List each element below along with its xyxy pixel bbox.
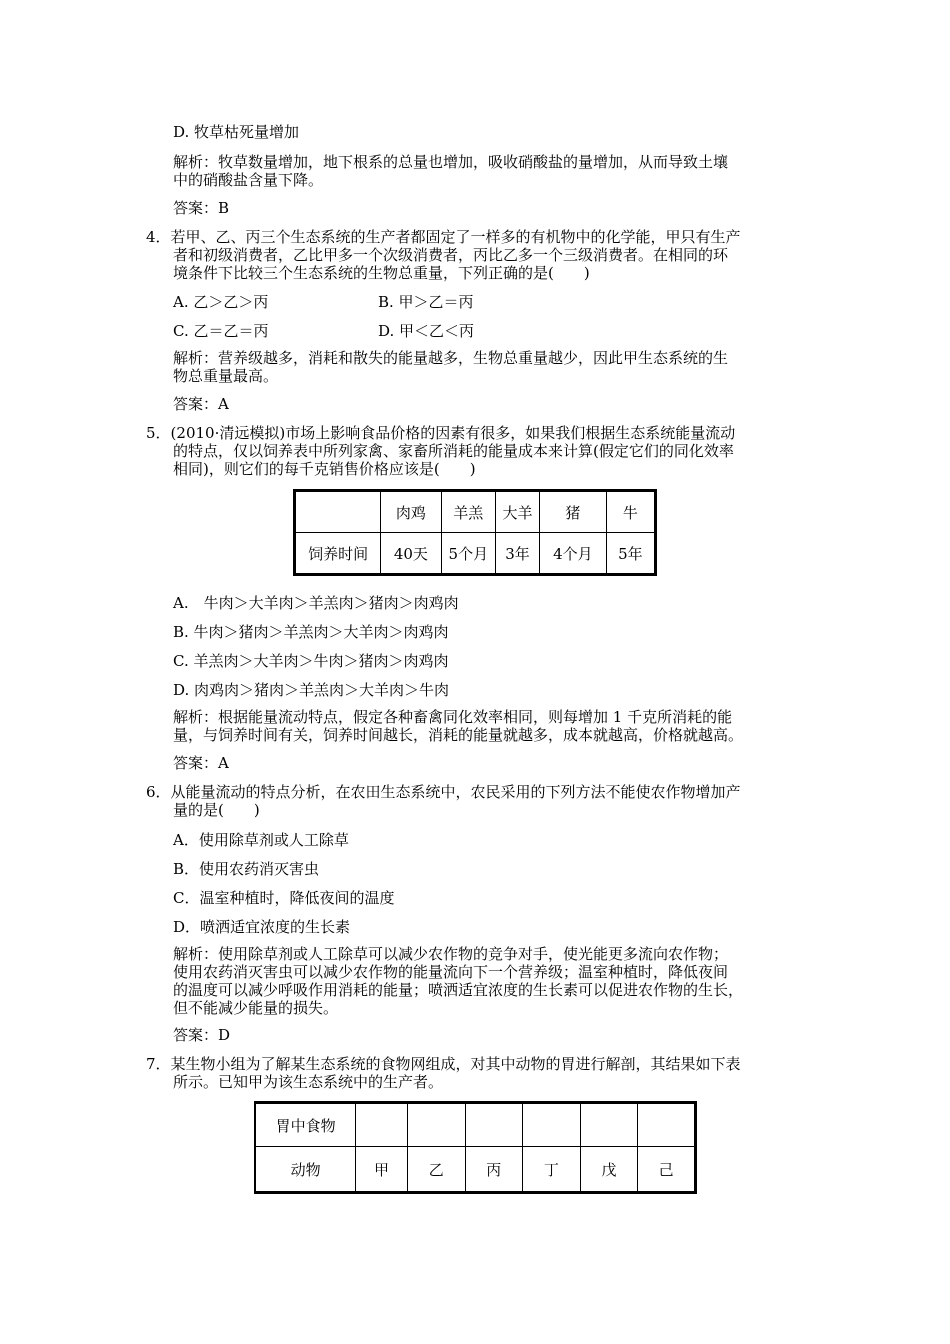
q4-stem-line-1: 4．若甲、乙、丙三个生态系统的生产者都固定了一样多的有机物中的化学能，甲只有生产 <box>146 228 741 246</box>
feeding-table-header-row <box>295 491 656 533</box>
q5-option-c: C. 羊羔肉＞大羊肉＞牛肉＞猪肉＞肉鸡肉 <box>173 652 449 670</box>
q7-stem-line-2: 所示。已知甲为该生态系统中的生产者。 <box>173 1073 444 1091</box>
q6-option-c: C．温室种植时，降低夜间的温度 <box>173 889 395 907</box>
q4-answer: 答案：A <box>173 395 229 413</box>
q4-option-c: C. 乙＝乙＝丙 <box>173 322 269 340</box>
stomach-table-cell <box>580 1103 638 1147</box>
feeding-table-data-row <box>295 533 656 575</box>
feeding-table-header-cell: 肉鸡 <box>381 491 442 533</box>
q7-stem-line-1: 7．某生物小组为了解某生态系统的食物网组成，对其中动物的胃进行解剖，其结果如下表 <box>146 1055 741 1073</box>
q4-option-d: D. 甲＜乙＜丙 <box>378 322 475 340</box>
stomach-table-cell <box>356 1103 408 1147</box>
feeding-table-corner-cell <box>295 491 381 533</box>
feeding-table-header-cell: 羊羔 <box>441 491 495 533</box>
q4-stem-line-2: 者和初级消费者，乙比甲多一个次级消费者，丙比乙多一个三级消费者。在相同的环 <box>173 246 729 264</box>
stomach-table-cell: 丁 <box>523 1147 581 1193</box>
feeding-table-cell: 5个月 <box>441 533 495 575</box>
q6-option-b: B．使用农药消灭害虫 <box>173 860 320 878</box>
stomach-table-cell: 丙 <box>465 1147 523 1193</box>
feeding-table-row-label: 饲养时间 <box>295 533 381 575</box>
feeding-table-header-cell: 大羊 <box>495 491 539 533</box>
feeding-time-table <box>293 489 657 576</box>
q6-analysis-line-4: 但不能减少能量的损失。 <box>173 999 339 1017</box>
stomach-table-cell <box>638 1103 696 1147</box>
q3-answer: 答案：B <box>173 199 230 217</box>
q4-analysis-line-2: 物总重量最高。 <box>173 367 279 385</box>
q6-answer: 答案：D <box>173 1026 231 1044</box>
stomach-table-row-label: 胃中食物 <box>255 1103 356 1147</box>
q6-option-a: A．使用除草剂或人工除草 <box>173 831 349 849</box>
q5-option-d: D. 肉鸡肉＞猪肉＞羊羔肉＞大羊肉＞牛肉 <box>173 681 450 699</box>
q4-stem-line-3: 境条件下比较三个生态系统的生物总重量，下列正确的是( ) <box>173 264 590 282</box>
q4-option-a: A. 乙＞乙＞丙 <box>173 293 269 311</box>
stomach-table-row-label: 动物 <box>255 1147 356 1193</box>
q3-option-d: D. 牧草枯死量增加 <box>173 123 300 141</box>
q5-option-a: A. 牛肉＞大羊肉＞羊羔肉＞猪肉＞肉鸡肉 <box>173 594 459 612</box>
q4-option-b: B. 甲＞乙＝丙 <box>378 293 474 311</box>
stomach-content-table <box>254 1101 697 1194</box>
q5-stem-line-1: 5．(2010·清远模拟)市场上影响食品价格的因素有很多，如果我们根据生态系统能量流动 <box>146 424 736 442</box>
q5-stem-line-3: 相同)，则它们的每千克销售价格应该是( ) <box>173 460 476 478</box>
q6-stem-line-2: 量的是( ) <box>173 801 260 819</box>
stomach-table-cell: 己 <box>638 1147 696 1193</box>
q6-analysis-line-1: 解析：使用除草剂或人工除草可以减少农作物的竞争对手，使光能更多流向农作物； <box>173 945 729 963</box>
feeding-table-header-cell: 猪 <box>540 491 607 533</box>
q6-analysis-line-2: 使用农药消灭害虫可以减少农作物的能量流向下一个营养级；温室种植时，降低夜间 <box>173 963 729 981</box>
q5-analysis-line-1: 解析：根据能量流动特点，假定各种畜禽同化效率相同，则每增加 1 千克所消耗的能 <box>173 708 733 726</box>
stomach-table-cell <box>465 1103 523 1147</box>
q3-analysis-line-2: 中的硝酸盐含量下降。 <box>173 171 324 189</box>
q5-answer: 答案：A <box>173 754 229 772</box>
q6-option-d: D．喷洒适宜浓度的生长素 <box>173 918 351 936</box>
q4-analysis-line-1: 解析：营养级越多，消耗和散失的能量越多，生物总重量越少，因此甲生态系统的生 <box>173 349 729 367</box>
q5-stem-line-2: 的特点，仅以饲养表中所列家禽、家畜所消耗的能量成本来计算(假定它们的同化效率 <box>173 442 734 460</box>
q6-analysis-line-3: 的温度可以减少呼吸作用消耗的能量；喷洒适宜浓度的生长素可以促进农作物的生长， <box>173 981 744 999</box>
stomach-table-cell <box>407 1103 465 1147</box>
feeding-table-header-cell: 牛 <box>606 491 655 533</box>
q5-option-b: B. 牛肉＞猪肉＞羊羔肉＞大羊肉＞肉鸡肉 <box>173 623 449 641</box>
stomach-table-cell: 甲 <box>356 1147 408 1193</box>
q3-analysis-line-1: 解析：牧草数量增加，地下根系的总量也增加，吸收硝酸盐的量增加，从而导致土壤 <box>173 153 729 171</box>
stomach-table-cell: 戊 <box>580 1147 638 1193</box>
feeding-table-cell: 5年 <box>606 533 655 575</box>
stomach-table-cell <box>523 1103 581 1147</box>
stomach-table-animal-row <box>255 1147 696 1193</box>
feeding-table-cell: 40天 <box>381 533 442 575</box>
feeding-table-cell: 3年 <box>495 533 539 575</box>
q5-analysis-line-2: 量，与饲养时间有关，饲养时间越长，消耗的能量就越多，成本就越高，价格就越高。 <box>173 726 744 744</box>
stomach-table-food-row <box>255 1103 696 1147</box>
feeding-table-cell: 4个月 <box>540 533 607 575</box>
q6-stem-line-1: 6．从能量流动的特点分析，在农田生态系统中，农民采用的下列方法不能使农作物增加产 <box>146 783 741 801</box>
stomach-table-cell: 乙 <box>407 1147 465 1193</box>
